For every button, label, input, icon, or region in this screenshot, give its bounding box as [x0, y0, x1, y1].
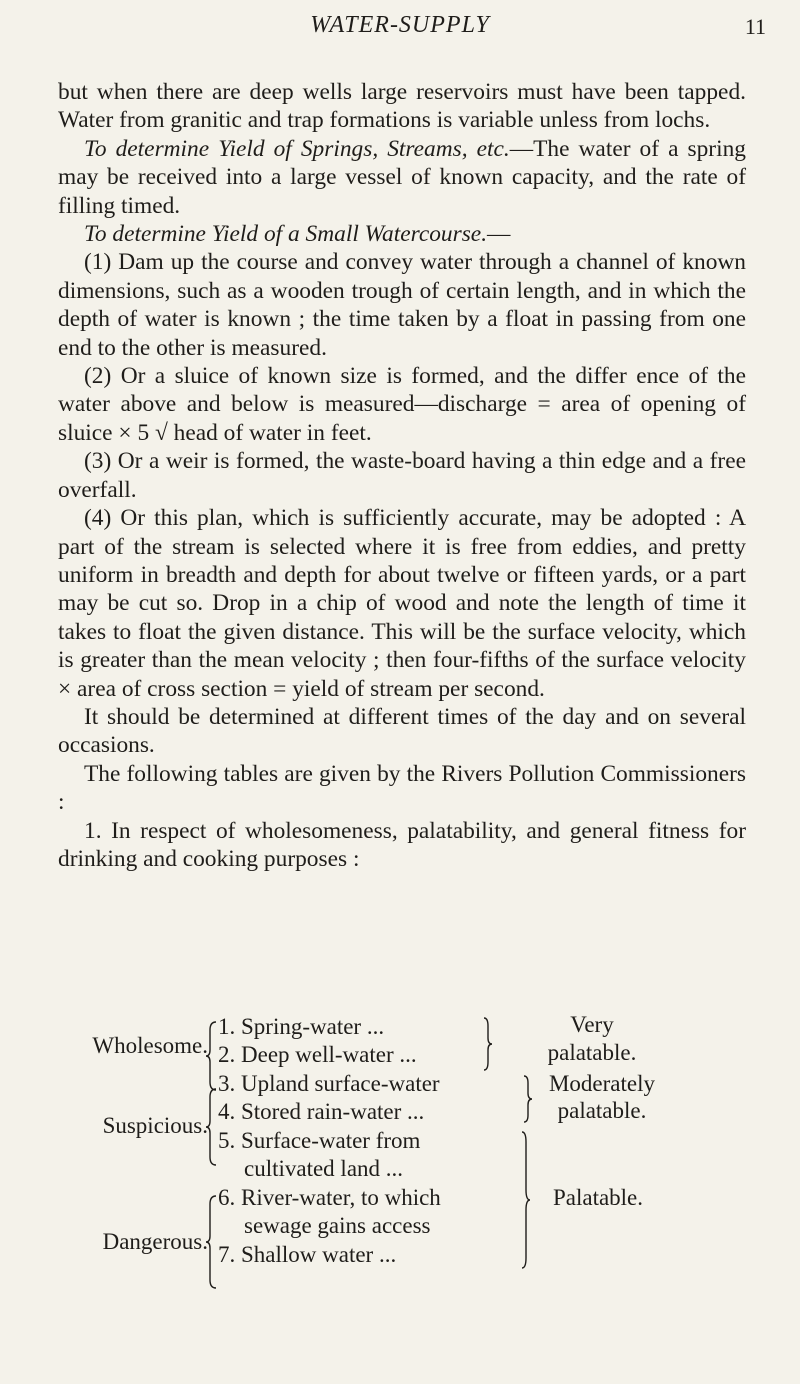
paragraph [58, 504, 746, 703]
paragraph [58, 760, 746, 817]
paragraph-text: It should be determined at different times of the day and on several occasions. [58, 703, 746, 759]
paragraph-text: (2) Or a sluice of known size is formed, and the differ ence of the water above and below is measured—discharge = area of opening of sluice × 5 √ head of water in feet. [58, 363, 746, 446]
paragraph-text: (1) Dam up the course and convey water through a channel of known dimensions, such as a wooden trough of certain length, and in which the depth of water is known ; the time taken by a float in passing from one end to the other is measured. [58, 249, 746, 361]
running-title: WATER-SUPPLY [310, 12, 490, 38]
left-brace-icon [206, 1194, 218, 1290]
list-item: 4. Stored rain-water ... [218, 1099, 425, 1124]
paragraph [58, 817, 746, 874]
palatability-label: Very [570, 1012, 614, 1037]
paragraph [58, 135, 746, 220]
running-head [0, 8, 800, 44]
right-brace-icon [520, 1130, 532, 1270]
list-item: 2. Deep well-water ... [218, 1042, 417, 1067]
palatability-label: palatable. [557, 1098, 647, 1123]
category-label: Dangerous. [102, 1229, 208, 1254]
palatability-label: Moderately [548, 1071, 655, 1096]
section-heading: To determine Yield of a Small Watercourse. [84, 221, 488, 248]
list-item: sewage gains access [244, 1213, 431, 1238]
paragraph [58, 220, 746, 248]
right-brace-icon [482, 1016, 494, 1072]
list-item: 5. Surface-water from [218, 1128, 421, 1153]
page-number: 11 [744, 14, 766, 39]
classification-table [58, 1012, 758, 1332]
paragraph [58, 362, 746, 447]
paragraph-text: (3) Or a weir is formed, the waste-board having a thin edge and a free overfall. [58, 448, 746, 503]
left-brace-icon [206, 1020, 218, 1092]
section-heading: To determine Yield of Springs, Streams, etc. [84, 135, 510, 162]
body-text [58, 78, 746, 873]
left-brace-icon [206, 1087, 218, 1167]
category-label: Wholesome. [92, 1033, 208, 1058]
right-brace-icon [522, 1074, 534, 1124]
list-item: cultivated land ... [244, 1156, 404, 1181]
palatability-label: Palatable. [552, 1185, 644, 1210]
paragraph [58, 447, 746, 504]
paragraph-text: The following tables are given by the Rivers Pollution Commissioners : [58, 760, 746, 816]
paragraph-text: but when there are deep wells large reservoirs must have been tapped. Water from granitic and trap formations is variable unless from lochs. [58, 79, 746, 134]
paragraph-text: —The water of a spring may be received into a large vessel of known capacity, and the rate of filling timed. [58, 135, 746, 219]
list-item: 6. River-water, to which [218, 1185, 441, 1210]
paragraph [58, 703, 746, 760]
list-item: 7. Shallow water ... [218, 1242, 397, 1267]
palatability-label: palatable. [547, 1040, 637, 1065]
list-item: 3. Upland surface-water [218, 1071, 440, 1096]
paragraph-text: — [487, 221, 511, 248]
paragraph-text: (4) Or this plan, which is sufficiently accurate, may be adopted : A part of the stream is selected where it is free from eddies, and pretty uniform in breadth and depth for about twelve or fifteen yards, or a part may be cut so. Drop in a chip of wood and note the length of time it takes to float the given distance. This will be the surface velocity, which is greater than the mean velocity ; then four-fifths of the surface velocity × area of cross section = yield of stream per second. [58, 505, 746, 702]
category-label: Suspicious. [102, 1113, 208, 1138]
paragraph-text: 1. In respect of wholesomeness, palatability, and general fitness for drinking and cooking purposes : [58, 817, 746, 872]
paragraph [58, 78, 746, 135]
list-item: 1. Spring-water ... [218, 1014, 385, 1039]
paragraph [58, 248, 746, 362]
